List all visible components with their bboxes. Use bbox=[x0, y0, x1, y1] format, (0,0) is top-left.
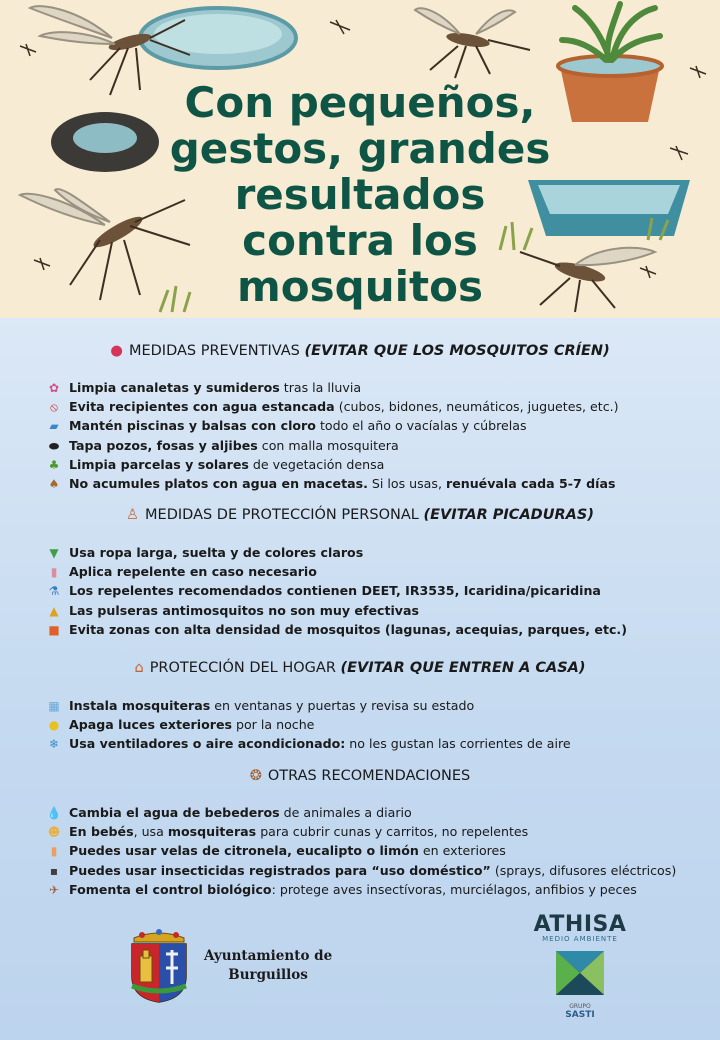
hero-title-line: resultados bbox=[234, 170, 486, 219]
list-preventivas bbox=[46, 378, 706, 493]
list-item: ♣ Limpia parcelas y solares de vegetación densa bbox=[46, 455, 706, 474]
list-item: ▰ Mantén piscinas y balsas con cloro todo el año o vacíalas y cúbrelas bbox=[46, 416, 706, 435]
candle-icon: ▮ bbox=[50, 844, 58, 859]
burguillos-coat-of-arms-icon bbox=[126, 928, 192, 1004]
list-hogar bbox=[46, 696, 706, 754]
snowflake-icon: ❄ bbox=[48, 737, 60, 752]
list-item: ▪ Puedes usar insecticidas registrados para “uso doméstico” (sprays, difusores eléctricos) bbox=[46, 861, 706, 880]
shirt-icon: ▼ bbox=[49, 546, 59, 560]
repellent-icon: ▮ bbox=[50, 565, 58, 580]
grupo-sasti-label: GRUPO SASTI bbox=[565, 1003, 595, 1020]
section-header-hogar: ⌂ PROTECCIÓN DEL HOGAR (EVITAR QUE ENTREN A CASA) bbox=[134, 660, 586, 676]
athisa-logo-block bbox=[510, 912, 650, 1020]
warning-hand-icon: ▲ bbox=[49, 603, 59, 618]
hero-title bbox=[110, 80, 610, 310]
grass-icon: ♣ bbox=[48, 457, 60, 472]
athisa-subtitle: MEDIO AMBIENTE bbox=[542, 935, 618, 943]
ayuntamiento-name bbox=[204, 947, 332, 985]
spray-icon: ▪ bbox=[49, 863, 59, 878]
section-header-proteccion-personal: ♙ MEDIDAS DE PROTECCIÓN PERSONAL (EVITAR PICADURAS) bbox=[126, 507, 594, 523]
list-item: ▮ Aplica repelente en caso necesario bbox=[46, 562, 706, 581]
dog-icon: ❂ bbox=[249, 768, 262, 784]
list-item: ♠ No acumules platos con agua en macetas. Si los usas, renuévala cada 5-7 días bbox=[46, 474, 706, 493]
list-item: ▮ Puedes usar velas de citronela, eucalipto o limón en exteriores bbox=[46, 841, 706, 860]
ayuntamiento-line: Burguillos bbox=[228, 967, 308, 983]
list-item: ▼ Usa ropa larga, suelta y de colores claros bbox=[46, 543, 706, 562]
plant-icon: ♠ bbox=[48, 476, 60, 491]
well-icon: ⬬ bbox=[48, 438, 60, 453]
list-item: ▦ Instala mosquiteras en ventanas y puertas y revisa su estado bbox=[46, 696, 706, 715]
red-circle-icon: ● bbox=[110, 343, 123, 359]
hero-title-line: contra los bbox=[242, 216, 478, 265]
ayuntamiento-block bbox=[126, 928, 332, 1004]
list-otras bbox=[46, 803, 706, 899]
list-item: ❄ Usa ventiladores o aire acondicionado: no les gustan las corrientes de aire bbox=[46, 734, 706, 753]
section-header-otras: ❂ OTRAS RECOMENDACIONES bbox=[249, 768, 471, 784]
flask-icon: ⚗ bbox=[48, 584, 60, 599]
section-header-preventivas: ● MEDIDAS PREVENTIVAS (EVITAR QUE LOS MOSQUITOS CRÍEN) bbox=[110, 343, 610, 359]
list-item: ☻ En bebés, usa mosquiteras para cubrir cunas y carritos, no repelentes bbox=[47, 824, 529, 840]
hero-title-line: Con pequeños, bbox=[184, 78, 536, 127]
bird-icon: ✈ bbox=[48, 882, 60, 897]
list-item: ■ Evita zonas con alta densidad de mosquitos (lagunas, acequias, parques, etc.) bbox=[46, 620, 706, 639]
pool-icon: ▰ bbox=[49, 419, 59, 434]
prohibited-icon: ⦸ bbox=[50, 400, 58, 415]
baby-icon: ☻ bbox=[47, 825, 61, 840]
person-icon: ♙ bbox=[126, 507, 140, 523]
window-icon: ▦ bbox=[48, 699, 60, 713]
cleaning-icon: ✿ bbox=[48, 381, 60, 395]
ayuntamiento-line: Ayuntamiento de bbox=[204, 948, 333, 964]
alert-icon: ■ bbox=[48, 622, 60, 637]
list-item: ▲ Las pulseras antimosquitos no son muy efectivas bbox=[46, 601, 706, 620]
hero-title-line: gestos, grandes bbox=[169, 124, 551, 173]
hero-banner bbox=[0, 0, 720, 318]
list-item: ✿ Limpia canaletas y sumideros tras la lluvia bbox=[46, 378, 706, 397]
water-drop-icon: 💧 bbox=[46, 806, 62, 820]
list-item: ⬬ Tapa pozos, fosas y aljibes con malla mosquitera bbox=[46, 436, 706, 455]
list-item: ● Apaga luces exteriores por la noche bbox=[46, 715, 706, 734]
list-item: ⚗ Los repelentes recomendados contienen DEET, IR3535, Icaridina/picaridina bbox=[46, 581, 706, 600]
athisa-brand: ATHISA bbox=[533, 912, 627, 937]
bulb-icon: ● bbox=[48, 718, 60, 733]
athisa-logo-icon bbox=[554, 949, 606, 997]
list-item: ⦸ Evita recipientes con agua estancada (cubos, bidones, neumáticos, juguetes, etc.) bbox=[46, 397, 706, 416]
house-icon: ⌂ bbox=[134, 660, 144, 676]
hero-title-line: mosquitos bbox=[237, 262, 483, 311]
list-item: ✈ Fomenta el control biológico: protege aves insectívoras, murciélagos, anfibios y peces bbox=[46, 880, 706, 899]
list-item: 💧 Cambia el agua de bebederos de animales a diario bbox=[46, 805, 412, 820]
list-proteccion-personal bbox=[46, 543, 706, 639]
